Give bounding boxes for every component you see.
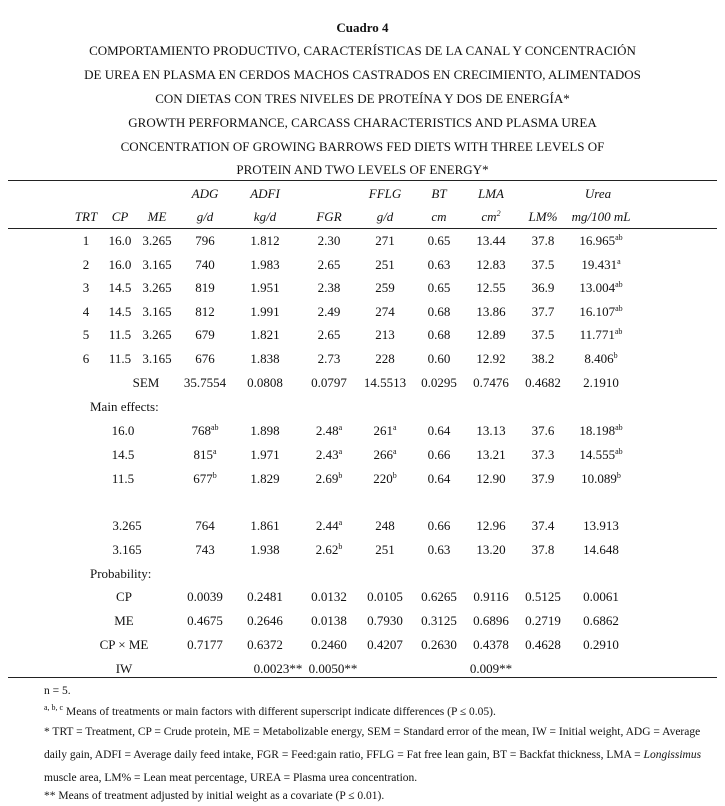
treatment-lma-cell: 12.55 [476, 280, 506, 295]
sem-lmp-cell: 0.4682 [525, 375, 561, 390]
header-me: ME [147, 209, 167, 224]
protein-fflg-cell: 266$^a$ [373, 447, 397, 462]
header-bt-unit: cm [431, 209, 447, 224]
treatment-adfi-cell: 1.812 [250, 233, 280, 248]
energy-urea-cell: 14.648 [583, 542, 619, 557]
treatment-fflg-cell: 228 [375, 350, 395, 366]
header-adg: ADG [191, 186, 219, 201]
probability-urea-cell: 0.6862 [583, 613, 619, 628]
header-adg-unit: g/d [196, 209, 214, 224]
title-en-line-2: CONCENTRATION OF GROWING BARROWS FED DIETS WITH THREE LEVELS OF [120, 139, 605, 154]
protein-fflg-cell: 261$^a$ [373, 423, 397, 438]
probability-fflg-cell: 0.0105 [367, 589, 403, 604]
treatment-lma-cell: 12.89 [476, 327, 506, 342]
protein-adg-cell: 677$^b$ [193, 471, 217, 486]
title-es-line-1: COMPORTAMIENTO PRODUCTIVO, CARACTERÍSTICAS DE LA CANAL Y CONCENTRACIÓN [89, 43, 636, 58]
energy-adfi-cell: 1.861 [250, 518, 280, 533]
treatment-fgr-cell: 2.65 [317, 256, 341, 272]
header-bt: BT [431, 186, 447, 201]
probability-lmp-cell: 0.4628 [525, 637, 561, 652]
energy-adg-cell: 743 [195, 542, 215, 557]
treatment-trt-cell: 5 [82, 327, 90, 342]
energy-adg-cell: 764 [195, 518, 215, 533]
probability-bt-cell: 0.2630 [421, 637, 457, 652]
treatment-adfi-cell: 1.821 [250, 327, 280, 342]
protein-urea-cell: 10.089$^b$ [581, 471, 621, 486]
treatment-fflg-cell: 259 [375, 280, 395, 295]
protein-adfi-cell: 1.829 [250, 471, 280, 486]
note-means: $^{a, b, c}$ Means of treatments or main factors with different superscript indicate differences (P ≤ 0.05). [44, 703, 496, 718]
probability-bt-cell: 0.3125 [421, 613, 457, 628]
energy-lmp-cell: 37.4 [531, 518, 555, 533]
treatment-adg-cell: 679 [195, 327, 215, 342]
treatment-fflg-cell: 251 [375, 256, 395, 272]
sem-urea-cell: 2.1910 [583, 375, 619, 390]
protein-adg-cell: 815$^a$ [193, 447, 217, 462]
note-abbreviations: * TRT = Treatment, CP = Crude protein, ME = Metabolizable energy, SEM = Standard error of the mean, IW = Initial weight, ADG = Average daily gain, ADFI = Average daily feed intake, FGR = Feed:gain ratio, FFLG = Fat free lean gain, BT = Backfat thickness, LMA = Longissimus muscle area, LM% = Lean meat percentage, UREA = Plasma urea concentration. [44, 726, 702, 784]
treatment-lmp-cell: 36.9 [531, 280, 555, 295]
sem-lma-cell: 0.7476 [473, 375, 509, 390]
treatment-adg-cell: 819 [195, 280, 215, 295]
protein-lma-cell: 13.21 [476, 447, 506, 462]
probability-fgr-cell: 0.0138 [311, 613, 347, 628]
energy-lma-cell: 12.96 [476, 518, 506, 533]
energy-adfi-cell: 1.938 [250, 542, 280, 557]
protein-level-cell: 14.5 [111, 447, 135, 462]
treatment-bt-cell: 0.60 [427, 350, 451, 366]
protein-bt-cell: 0.66 [427, 447, 451, 462]
treatment-trt-cell: 3 [82, 280, 90, 295]
treatment-bt-cell: 0.68 [427, 303, 451, 319]
treatment-lmp-cell: 38.2 [531, 350, 555, 366]
treatment-cp-cell: 11.5 [108, 350, 132, 366]
treatment-trt-cell: 1 [82, 233, 90, 248]
probability-lma-cell: 0.9116 [473, 589, 509, 604]
treatment-lma-cell: 12.92 [476, 350, 506, 366]
probability-adg-cell: 0.4675 [187, 613, 223, 628]
probability-lmp-cell: 0.5125 [525, 589, 561, 604]
protein-adg-cell: $768^{ab}$ [191, 423, 219, 438]
treatment-trt-cell: 2 [82, 256, 90, 272]
header-trt: TRT [74, 209, 98, 224]
treatment-lmp-cell: 37.8 [531, 233, 555, 248]
treatment-fgr-cell: 2.49 [317, 303, 341, 319]
treatment-cp-cell: 16.0 [108, 233, 132, 248]
treatment-trt-cell: 4 [82, 303, 90, 319]
probability-factor-cell: CP × ME [99, 637, 149, 652]
treatment-lmp-cell: 37.5 [531, 256, 555, 272]
probability-adg-cell: 0.7177 [187, 637, 223, 652]
treatment-adfi-cell: 1.991 [250, 303, 280, 319]
main-effects-label: Main effects: [90, 399, 159, 414]
probability-factor-cell: IW [115, 661, 133, 676]
header-urea: Urea [584, 186, 612, 201]
header-fflg-unit: g/d [376, 209, 394, 224]
header-fgr: FGR [316, 209, 342, 224]
sem-fflg-cell: 14.5513 [363, 375, 407, 390]
protein-lma-cell: 13.13 [476, 423, 506, 438]
treatment-urea-cell: 19.431$^a$ [581, 256, 621, 272]
energy-bt-cell: 0.63 [427, 542, 451, 557]
treatment-trt-cell: 6 [82, 350, 90, 366]
energy-lmp-cell: 37.8 [531, 542, 555, 557]
probability-adfi-cell: 0.2646 [247, 613, 283, 628]
protein-adfi-cell: 1.898 [250, 423, 280, 438]
sem-bt-cell: 0.0295 [421, 375, 457, 390]
probability-adfi-cell: 0.6372 [247, 637, 283, 652]
probability-adfi-cell: 0.0023** [253, 661, 303, 676]
header-adfi-unit: kg/d [253, 209, 277, 224]
treatment-adg-cell: 812 [195, 303, 215, 319]
sem-adg-cell: 35.7554 [183, 375, 227, 390]
treatment-cp-cell: 14.5 [108, 303, 132, 319]
probability-lma-cell: 0.6896 [473, 613, 509, 628]
probability-label: Probability: [90, 566, 152, 581]
probability-lma-cell: 0.4378 [473, 637, 509, 652]
treatment-bt-cell: 0.65 [427, 233, 451, 248]
treatment-bt-cell: 0.63 [427, 256, 451, 272]
protein-urea-cell: 18.198$^{ab}$ [579, 423, 623, 438]
treatment-lmp-cell: 37.5 [531, 327, 555, 342]
treatment-me-cell: 3.265 [142, 327, 172, 342]
treatment-fflg-cell: 271 [375, 233, 395, 248]
probability-lma-cell: 0.009** [469, 661, 513, 676]
header-urea-unit: mg/100 mL [571, 209, 631, 224]
protein-level-cell: 16.0 [111, 423, 135, 438]
title-es-line-3: CON DIETAS CON TRES NIVELES DE PROTEÍNA Y DOS DE ENERGÍA* [155, 91, 570, 106]
protein-adfi-cell: 1.971 [250, 447, 280, 462]
energy-bt-cell: 0.66 [427, 518, 451, 533]
treatment-cp-cell: 11.5 [108, 327, 132, 342]
treatment-me-cell: 3.265 [142, 233, 172, 248]
energy-level-cell: 3.265 [112, 518, 142, 533]
energy-fgr-cell: 2.44$^a$ [315, 518, 343, 533]
treatment-urea-cell: 11.771$^{ab}$ [579, 327, 623, 342]
protein-lmp-cell: 37.6 [531, 423, 555, 438]
energy-lma-cell: 13.20 [476, 542, 506, 557]
protein-fgr-cell: 2.48$^a$ [315, 423, 343, 438]
probability-fgr-cell: 0.0050** [308, 661, 358, 676]
treatment-lmp-cell: 37.7 [531, 303, 555, 319]
energy-level-cell: 3.165 [112, 542, 142, 557]
treatment-urea-cell: 8.406$^b$ [584, 350, 618, 366]
treatment-me-cell: 3.165 [142, 256, 172, 272]
header-rule [8, 228, 717, 229]
energy-urea-cell: 13.913 [583, 518, 619, 533]
sem-label: SEM [132, 375, 160, 390]
treatment-adfi-cell: 1.951 [250, 280, 280, 295]
treatment-lma-cell: 13.44 [476, 233, 506, 248]
title-es-line-2: DE UREA EN PLASMA EN CERDOS MACHOS CASTRADOS EN CRECIMIENTO, ALIMENTADOS [84, 67, 641, 82]
treatment-me-cell: 3.165 [142, 350, 172, 366]
header-lm-percent: LM% [528, 209, 558, 224]
treatment-adfi-cell: 1.983 [250, 256, 280, 272]
treatment-fflg-cell: 274 [375, 303, 395, 319]
sem-adfi-cell: 0.0808 [247, 375, 283, 390]
probability-urea-cell: 0.2910 [583, 637, 619, 652]
treatment-lma-cell: 12.83 [476, 256, 506, 272]
treatment-urea-cell: 16.965$^{ab}$ [579, 233, 623, 248]
note-adjusted: ** Means of treatment adjusted by initial weight as a covariate (P ≤ 0.01). [44, 790, 385, 802]
treatment-me-cell: 3.265 [142, 280, 172, 295]
probability-lmp-cell: 0.2719 [525, 613, 561, 628]
sem-fgr-cell: 0.0797 [311, 375, 347, 390]
title-en-line-3: PROTEIN AND TWO LEVELS OF ENERGY* [236, 162, 489, 177]
treatment-me-cell: 3.165 [142, 303, 172, 319]
probability-bt-cell: 0.6265 [421, 589, 457, 604]
header-cp: CP [111, 209, 129, 224]
protein-lmp-cell: 37.9 [531, 471, 555, 486]
probability-adg-cell: 0.0039 [187, 589, 223, 604]
protein-lma-cell: 12.90 [476, 471, 506, 486]
treatment-adfi-cell: 1.838 [250, 350, 280, 366]
probability-fflg-cell: 0.4207 [367, 637, 403, 652]
treatment-fflg-cell: 213 [375, 327, 395, 342]
energy-fflg-cell: 251 [375, 542, 395, 557]
treatment-bt-cell: 0.68 [427, 327, 451, 342]
protein-bt-cell: 0.64 [427, 471, 451, 486]
table-label: Cuadro 4 [336, 20, 389, 35]
protein-fgr-cell: 2.69$^b$ [315, 471, 343, 486]
treatment-bt-cell: 0.65 [427, 280, 451, 295]
protein-level-cell: 11.5 [111, 471, 135, 486]
header-fflg: FFLG [368, 186, 402, 201]
table-bottom-rule [8, 677, 717, 678]
probability-fflg-cell: 0.7930 [367, 613, 403, 628]
probability-factor-cell: ME [114, 613, 134, 628]
header-adfi: ADFI [250, 186, 280, 201]
protein-urea-cell: 14.555$^{ab}$ [579, 447, 623, 462]
note-n: n = 5. [44, 685, 71, 697]
protein-bt-cell: 0.64 [427, 423, 451, 438]
treatment-lma-cell: 13.86 [476, 303, 506, 319]
treatment-urea-cell: 16.107$^{ab}$ [579, 303, 623, 319]
protein-fgr-cell: 2.43$^a$ [315, 447, 343, 462]
treatment-fgr-cell: 2.30 [317, 233, 341, 248]
header-lma-unit: $cm^2$ [481, 209, 501, 224]
treatment-fgr-cell: 2.73 [317, 350, 341, 366]
treatment-cp-cell: 16.0 [108, 256, 132, 272]
treatment-cp-cell: 14.5 [108, 280, 132, 295]
probability-factor-cell: CP [116, 589, 132, 604]
probability-fgr-cell: 0.2460 [311, 637, 347, 652]
treatment-fgr-cell: 2.38 [317, 280, 341, 295]
probability-fgr-cell: 0.0132 [311, 589, 347, 604]
title-en-line-1: GROWTH PERFORMANCE, CARCASS CHARACTERISTICS AND PLASMA UREA [128, 115, 597, 130]
treatment-adg-cell: 740 [195, 256, 215, 272]
treatment-fgr-cell: 2.65 [317, 327, 341, 342]
protein-fflg-cell: 220$^b$ [373, 471, 397, 486]
probability-urea-cell: 0.0061 [583, 589, 619, 604]
treatment-adg-cell: 796 [195, 233, 215, 248]
header-lma: LMA [478, 186, 504, 201]
probability-adfi-cell: 0.2481 [247, 589, 283, 604]
treatment-urea-cell: 13.004$^{ab}$ [579, 280, 623, 295]
protein-lmp-cell: 37.3 [531, 447, 555, 462]
treatment-adg-cell: 676 [195, 350, 215, 366]
table-top-rule [8, 180, 717, 181]
energy-fflg-cell: 248 [375, 518, 395, 533]
energy-fgr-cell: 2.62$^b$ [315, 542, 343, 557]
